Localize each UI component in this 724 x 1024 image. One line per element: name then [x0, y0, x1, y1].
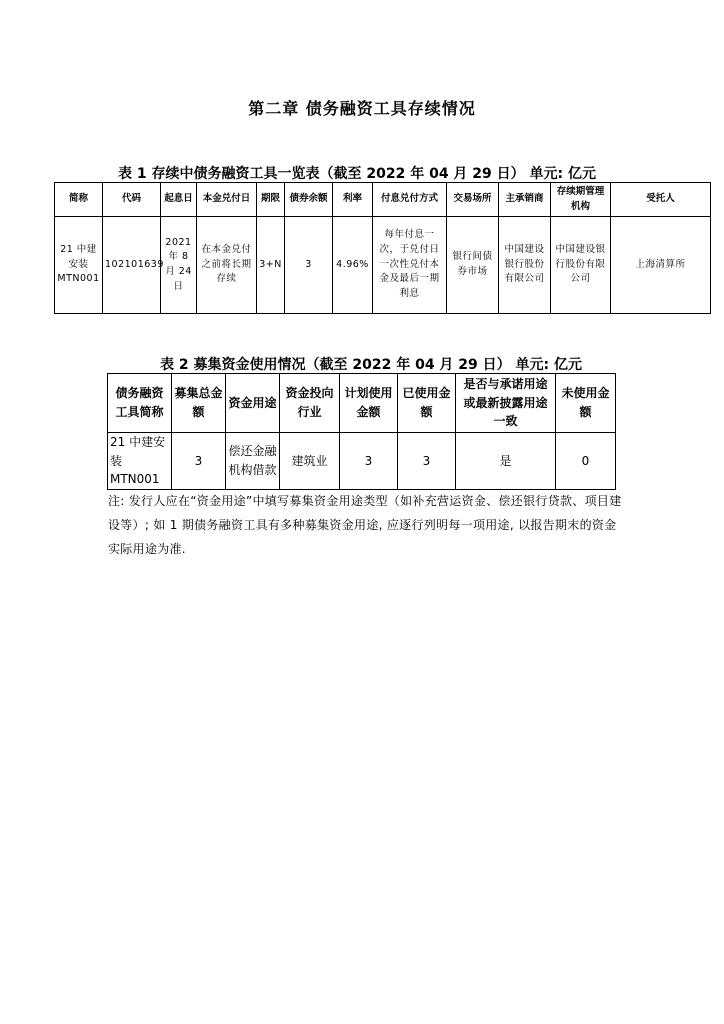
table1-caption: 表 1 存续中债务融资工具一览表（截至 2022 年 04 月 29 日） 单元: 亿元 — [118, 166, 597, 182]
header-cell: 未使用金额 — [556, 374, 616, 433]
chapter-title: 第二章 债务融资工具存续情况 — [248, 99, 476, 118]
header-cell: 计划使用金额 — [340, 374, 398, 433]
table-header-row — [55, 183, 711, 217]
header-cell: 债务融资工具简称 — [108, 374, 172, 433]
table-cell: 3+N — [257, 217, 285, 314]
table-cell: 偿还金融机构借款 — [226, 433, 280, 490]
table-cell: 中国建设银行股份有限公司 — [551, 217, 611, 314]
bond-instruments-table — [54, 182, 711, 314]
table-cell: 是 — [456, 433, 556, 490]
header-cell: 付息兑付方式 — [373, 183, 447, 217]
table-cell: 2021 年 8 月 24 日 — [161, 217, 197, 314]
table-cell: 4.96% — [333, 217, 373, 314]
header-cell: 本金兑付日 — [197, 183, 257, 217]
header-cell: 募集总金额 — [172, 374, 226, 433]
table-cell: 21 中建安装 MTN001 — [108, 433, 172, 490]
table-cell: 3 — [172, 433, 226, 490]
header-cell: 资金用途 — [226, 374, 280, 433]
table2-caption: 表 2 募集资金使用情况（截至 2022 年 04 月 29 日） 单元: 亿元 — [160, 357, 583, 373]
table-cell: 3 — [285, 217, 333, 314]
table-cell: 每年付息一次，于兑付日一次性兑付本金及最后一期利息 — [373, 217, 447, 314]
table-cell: 102101639 — [103, 217, 161, 314]
header-cell: 已使用金额 — [398, 374, 456, 433]
header-cell: 主承销商 — [499, 183, 551, 217]
header-cell: 利率 — [333, 183, 373, 217]
header-cell: 期限 — [257, 183, 285, 217]
header-cell: 资金投向行业 — [280, 374, 340, 433]
fund-usage-table — [107, 373, 616, 490]
footnote: 注: 发行人应在“资金用途”中填写募集资金用途类型（如补充营运资金、偿还银行贷款、项目建设等）; 如 1 期债务融资工具有多种募集资金用途, 应逐行列明每一项用途, 以报告期末的资金实际用途为准. — [108, 494, 622, 556]
table-cell: 建筑业 — [280, 433, 340, 490]
header-cell: 起息日 — [161, 183, 197, 217]
header-cell: 交易场所 — [447, 183, 499, 217]
table-row — [108, 433, 616, 490]
table-cell: 上海清算所 — [611, 217, 711, 314]
table-cell: 3 — [398, 433, 456, 490]
table-cell: 在本金兑付之前将长期存续 — [197, 217, 257, 314]
header-cell: 是否与承诺用途或最新披露用途一致 — [456, 374, 556, 433]
header-cell: 简称 — [55, 183, 103, 217]
header-cell: 存续期管理机构 — [551, 183, 611, 217]
table-cell: 21 中建安装 MTN001 — [55, 217, 103, 314]
table-cell: 0 — [556, 433, 616, 490]
table-row — [55, 217, 711, 314]
header-cell: 受托人 — [611, 183, 711, 217]
table-header-row — [108, 374, 616, 433]
table-cell: 中国建设银行股份有限公司 — [499, 217, 551, 314]
table-cell: 3 — [340, 433, 398, 490]
table-cell: 银行间债券市场 — [447, 217, 499, 314]
header-cell: 债券余额 — [285, 183, 333, 217]
header-cell: 代码 — [103, 183, 161, 217]
